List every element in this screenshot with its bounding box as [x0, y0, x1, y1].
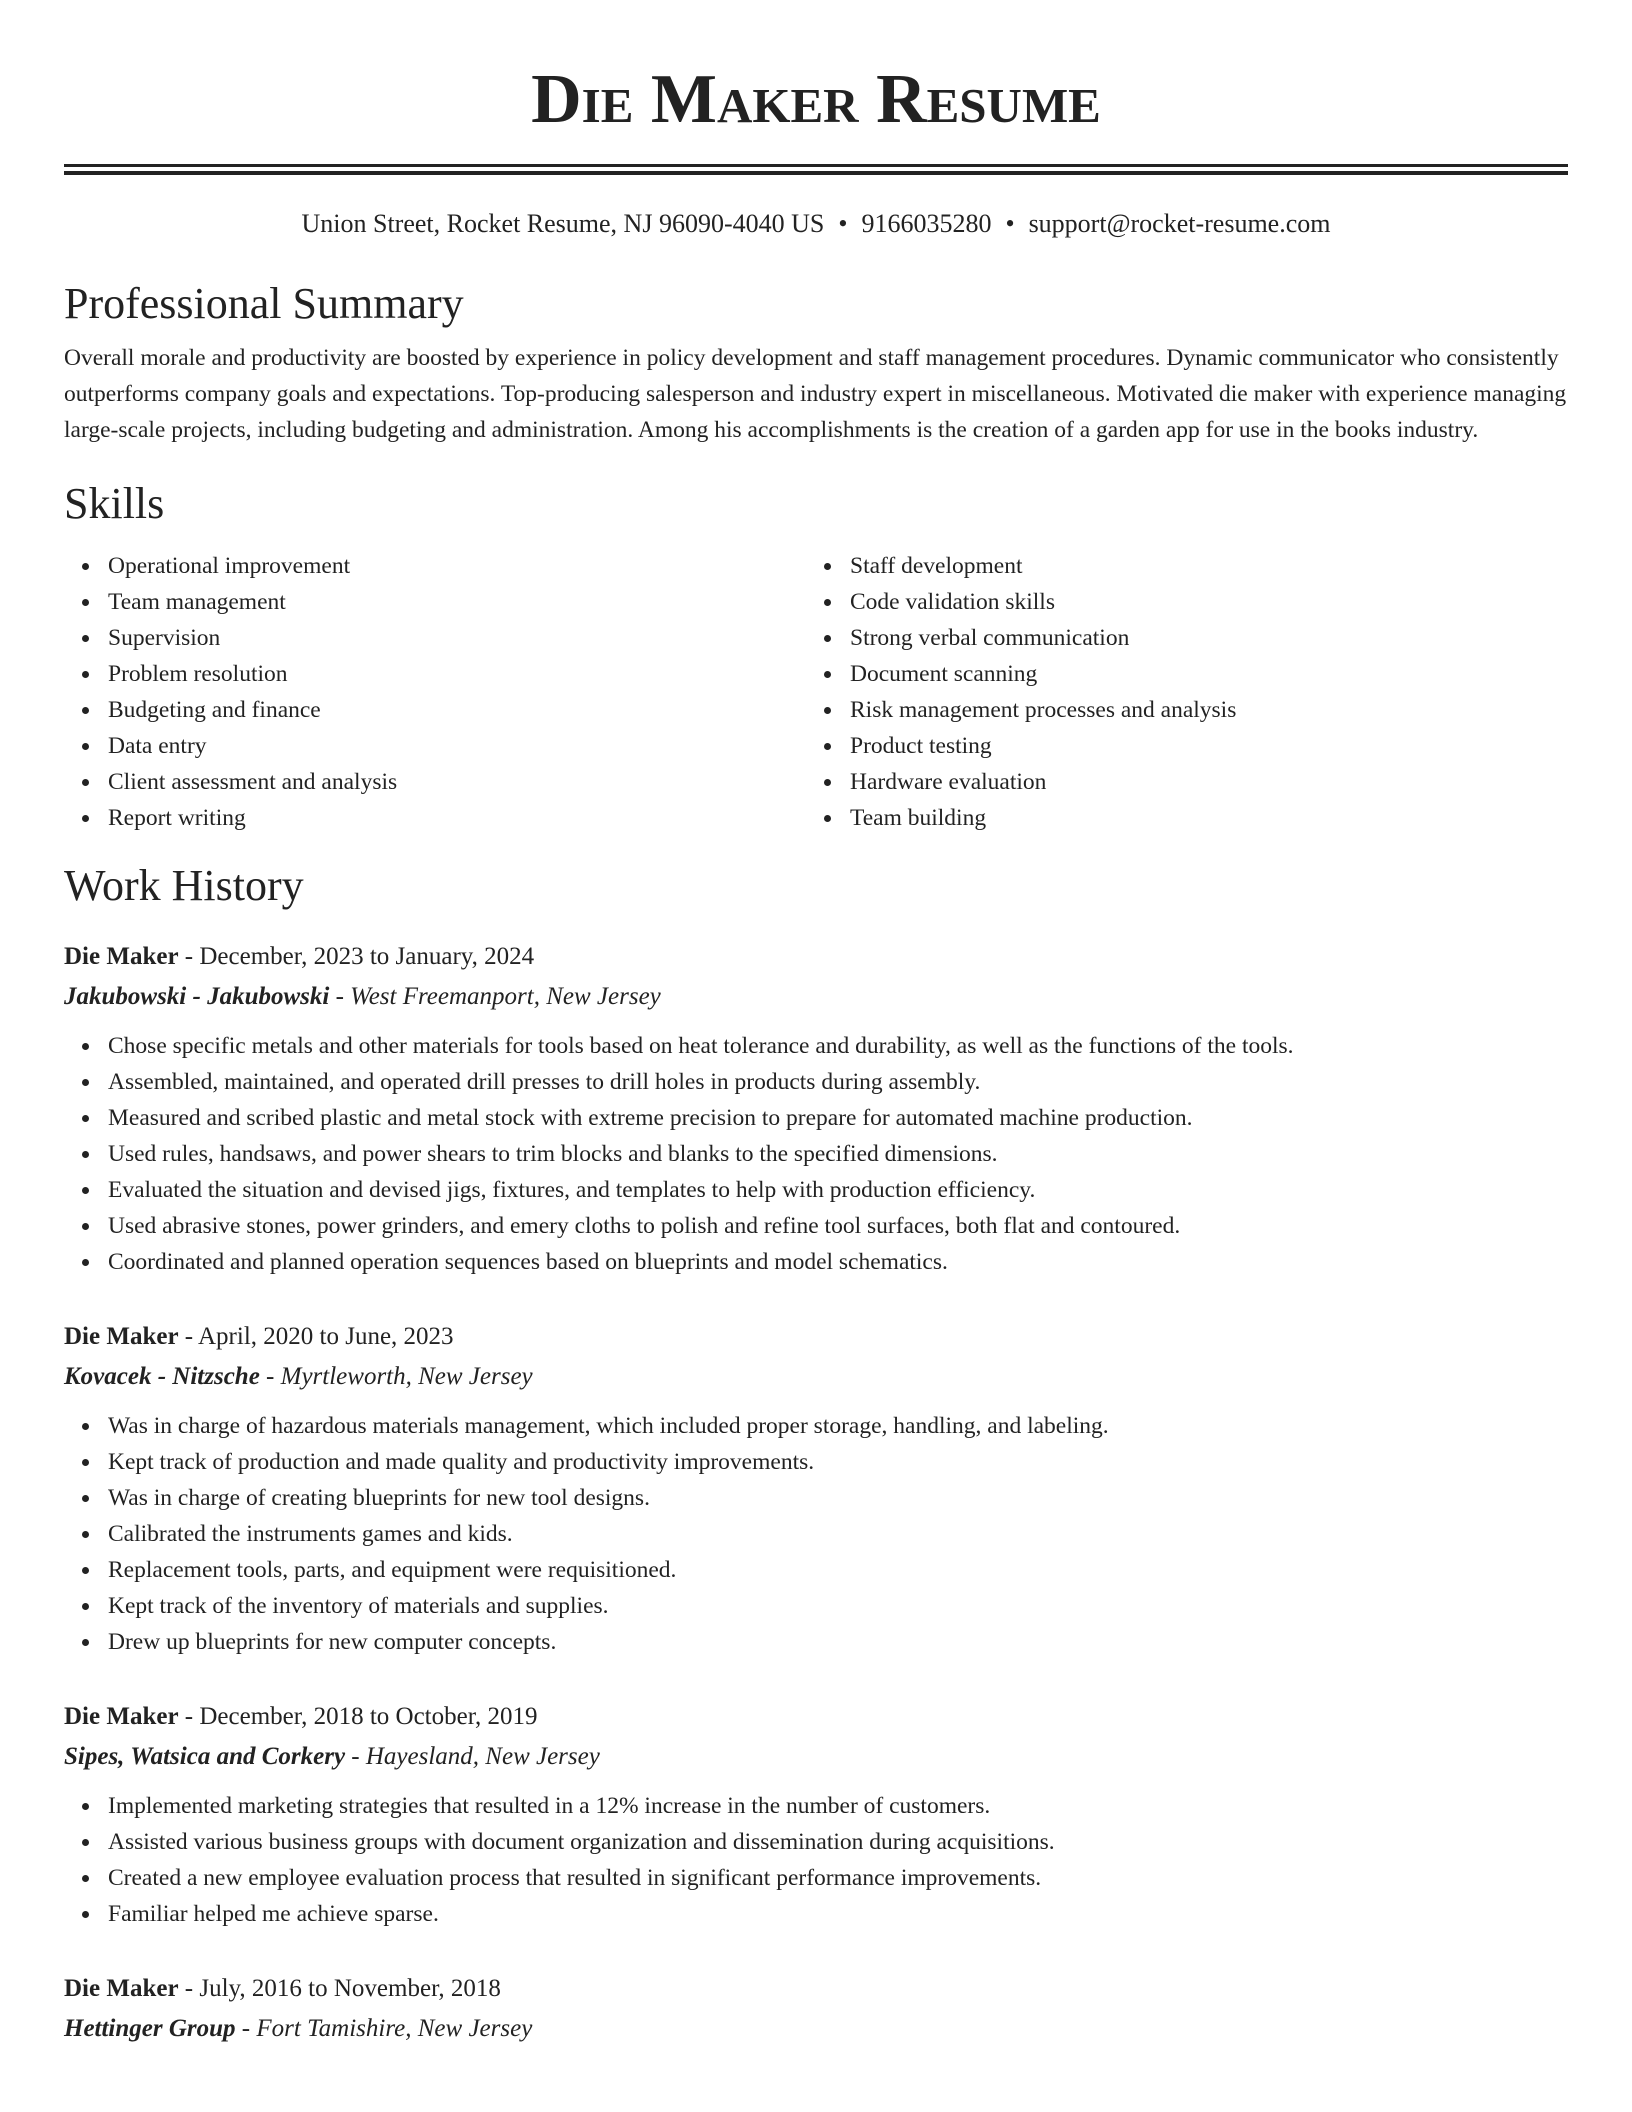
job-bullet: Kept track of production and made quality and productivity improvements. [64, 1444, 1568, 1480]
job-entry [64, 1970, 1568, 2048]
company-name: Sipes, Watsica and Corkery [64, 1743, 346, 1770]
professional-summary-heading: Professional Summary [64, 279, 464, 328]
skill-item: Problem resolution [64, 656, 806, 692]
job-title: Die Maker [64, 1323, 179, 1350]
work-history-heading: Work History [64, 861, 304, 910]
job-bullet: Assembled, maintained, and operated drill presses to drill holes in products during assembly. [64, 1064, 1568, 1100]
job-bullet: Measured and scribed plastic and metal stock with extreme precision to prepare for automated machine production. [64, 1100, 1568, 1136]
job-dates: April, 2020 to June, 2023 [198, 1323, 454, 1350]
job-bullets [64, 1408, 1568, 1660]
job-bullet: Kept track of the inventory of materials and supplies. [64, 1588, 1568, 1624]
title-double-rule [64, 164, 1568, 175]
job-title-line: Die Maker - July, 2016 to November, 2018 [64, 1975, 501, 2002]
resume-page [64, 0, 1568, 2048]
job-title: Die Maker [64, 943, 179, 970]
skill-item: Client assessment and analysis [64, 764, 806, 800]
job-bullet: Evaluated the situation and devised jigs, fixtures, and templates to help with production efficiency. [64, 1172, 1568, 1208]
company-location: West Freemanport, New Jersey [350, 983, 661, 1010]
job-title: Die Maker [64, 1975, 179, 2002]
job-bullet: Assisted various business groups with document organization and dissemination during acquisitions. [64, 1824, 1568, 1860]
contact-address: Union Street, Rocket Resume, NJ 96090-4040 US [301, 209, 825, 238]
company-location: Hayesland, New Jersey [365, 1743, 600, 1770]
company-line: Kovacek - Nitzsche - Myrtleworth, New Jersey [64, 1363, 533, 1390]
skill-item: Staff development [806, 548, 1568, 584]
job-bullet: Implemented marketing strategies that resulted in a 12% increase in the number of customers. [64, 1788, 1568, 1824]
contact-phone: 9166035280 [861, 209, 992, 238]
skill-item: Team management [64, 584, 806, 620]
skill-item: Hardware evaluation [806, 764, 1568, 800]
job-dates: December, 2023 to January, 2024 [199, 943, 535, 970]
company-name: Jakubowski - Jakubowski [64, 983, 330, 1010]
job-entry [64, 1318, 1568, 1660]
job-dates: July, 2016 to November, 2018 [199, 1975, 501, 2002]
job-title-line: Die Maker - December, 2023 to January, 2024 [64, 943, 535, 970]
page-title: Die Maker Resume [531, 61, 1101, 138]
job-bullet: Replacement tools, parts, and equipment were requisitioned. [64, 1552, 1568, 1588]
summary-text: Overall morale and productivity are boosted by experience in policy development and staff management procedures. Dynamic communicator who consistently outperforms company goals and expectations. Top-producing salesperson and industry expert in miscellaneous. Motivated die maker with experience managing large-scale projects, including budgeting and administration. Among his accomplishments is the creation of a garden app for use in the books industry. [64, 345, 1567, 443]
job-title: Die Maker [64, 1703, 179, 1730]
job-bullet: Created a new employee evaluation process that resulted in significant performance improvements. [64, 1860, 1568, 1896]
work-history-section [64, 860, 1568, 2048]
contact-line [64, 208, 1568, 240]
company-name: Hettinger Group [64, 2015, 236, 2042]
skill-item: Budgeting and finance [64, 692, 806, 728]
skill-item: Document scanning [806, 656, 1568, 692]
job-title-line: Die Maker - December, 2018 to October, 2019 [64, 1703, 538, 1730]
skills-left-column [64, 548, 806, 836]
company-location: Fort Tamishire, New Jersey [256, 2015, 533, 2042]
company-line: Hettinger Group - Fort Tamishire, New Jersey [64, 2015, 533, 2042]
job-dates: December, 2018 to October, 2019 [199, 1703, 538, 1730]
job-bullets [64, 1028, 1568, 1280]
skill-item: Strong verbal communication [806, 620, 1568, 656]
skill-item: Data entry [64, 728, 806, 764]
skills-right-column [806, 548, 1568, 836]
company-line: Jakubowski - Jakubowski - West Freemanport, New Jersey [64, 983, 661, 1010]
skill-item: Supervision [64, 620, 806, 656]
skills-columns [64, 548, 1568, 836]
contact-separator: • [838, 209, 848, 238]
job-bullet: Chose specific metals and other materials for tools based on heat tolerance and durability, as well as the functions of the tools. [64, 1028, 1568, 1064]
skill-item: Product testing [806, 728, 1568, 764]
professional-summary-section [64, 278, 1568, 448]
skill-item: Risk management processes and analysis [806, 692, 1568, 728]
company-line: Sipes, Watsica and Corkery - Hayesland, New Jersey [64, 1743, 600, 1770]
skills-section [64, 478, 1568, 836]
skill-item: Operational improvement [64, 548, 806, 584]
contact-email: support@rocket-resume.com [1028, 209, 1331, 238]
job-entry [64, 1698, 1568, 1932]
job-bullet: Was in charge of hazardous materials management, which included proper storage, handling, and labeling. [64, 1408, 1568, 1444]
job-bullet: Coordinated and planned operation sequences based on blueprints and model schematics. [64, 1244, 1568, 1280]
job-bullet: Familiar helped me achieve sparse. [64, 1896, 1568, 1932]
job-bullet: Used rules, handsaws, and power shears to trim blocks and blanks to the specified dimensions. [64, 1136, 1568, 1172]
skill-item: Report writing [64, 800, 806, 836]
job-entry [64, 938, 1568, 1280]
job-bullets [64, 1788, 1568, 1932]
skill-item: Code validation skills [806, 584, 1568, 620]
job-bullet: Calibrated the instruments games and kids. [64, 1516, 1568, 1552]
job-bullet: Used abrasive stones, power grinders, and emery cloths to polish and refine tool surfaces, both flat and contoured. [64, 1208, 1568, 1244]
job-title-line: Die Maker - April, 2020 to June, 2023 [64, 1323, 454, 1350]
company-location: Myrtleworth, New Jersey [280, 1363, 533, 1390]
skill-item: Team building [806, 800, 1568, 836]
job-bullet: Drew up blueprints for new computer concepts. [64, 1624, 1568, 1660]
job-bullet: Was in charge of creating blueprints for new tool designs. [64, 1480, 1568, 1516]
contact-separator: • [1005, 209, 1015, 238]
skills-heading: Skills [64, 479, 165, 528]
company-name: Kovacek - Nitzsche [64, 1363, 260, 1390]
